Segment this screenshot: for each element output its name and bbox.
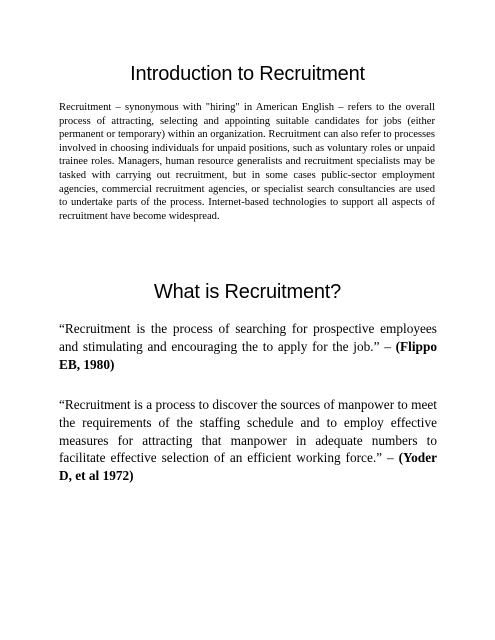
definition-quote-yoder	[59, 396, 437, 485]
quote-text: “Recruitment is a process to discover the sources of manpower to meet the requirements of the staffing schedule and to employ effective measures for attracting that manpower in adequate numbers to facilitate effective selection of an efficient working force.” –	[59, 397, 437, 466]
intro-paragraph: Recruitment – synonymous with "hiring" in American English – refers to the overall process of attracting, selecting and appointing suitable candidates for jobs (either permanent or temporary) within an organization. Recruitment can also refer to processes involved in choosing individuals for unpaid positions, such as voluntary roles or unpaid trainee roles. Managers, human resource generalists and recruitment specialists may be tasked with carrying out recruitment, but in some cases public-sector employment agencies, commercial recruitment agencies, or specialist search consultancies are used to undertake parts of the process. Internet-based technologies to support all aspects of recruitment have become widespread.	[59, 102, 435, 222]
definition-quote-flippo	[59, 320, 437, 373]
quote-text: “Recruitment is the process of searching for prospective employees and stimulating and encouraging the to apply for the job.” –	[59, 321, 437, 354]
definitions-heading: What is Recruitment?	[153, 281, 342, 303]
quote-citation: (Yoder D, et al 1972)	[59, 450, 437, 484]
quote-citation: (Flippo EB, 1980)	[59, 338, 437, 372]
intro-heading: Introduction to Recruitment	[130, 63, 365, 85]
